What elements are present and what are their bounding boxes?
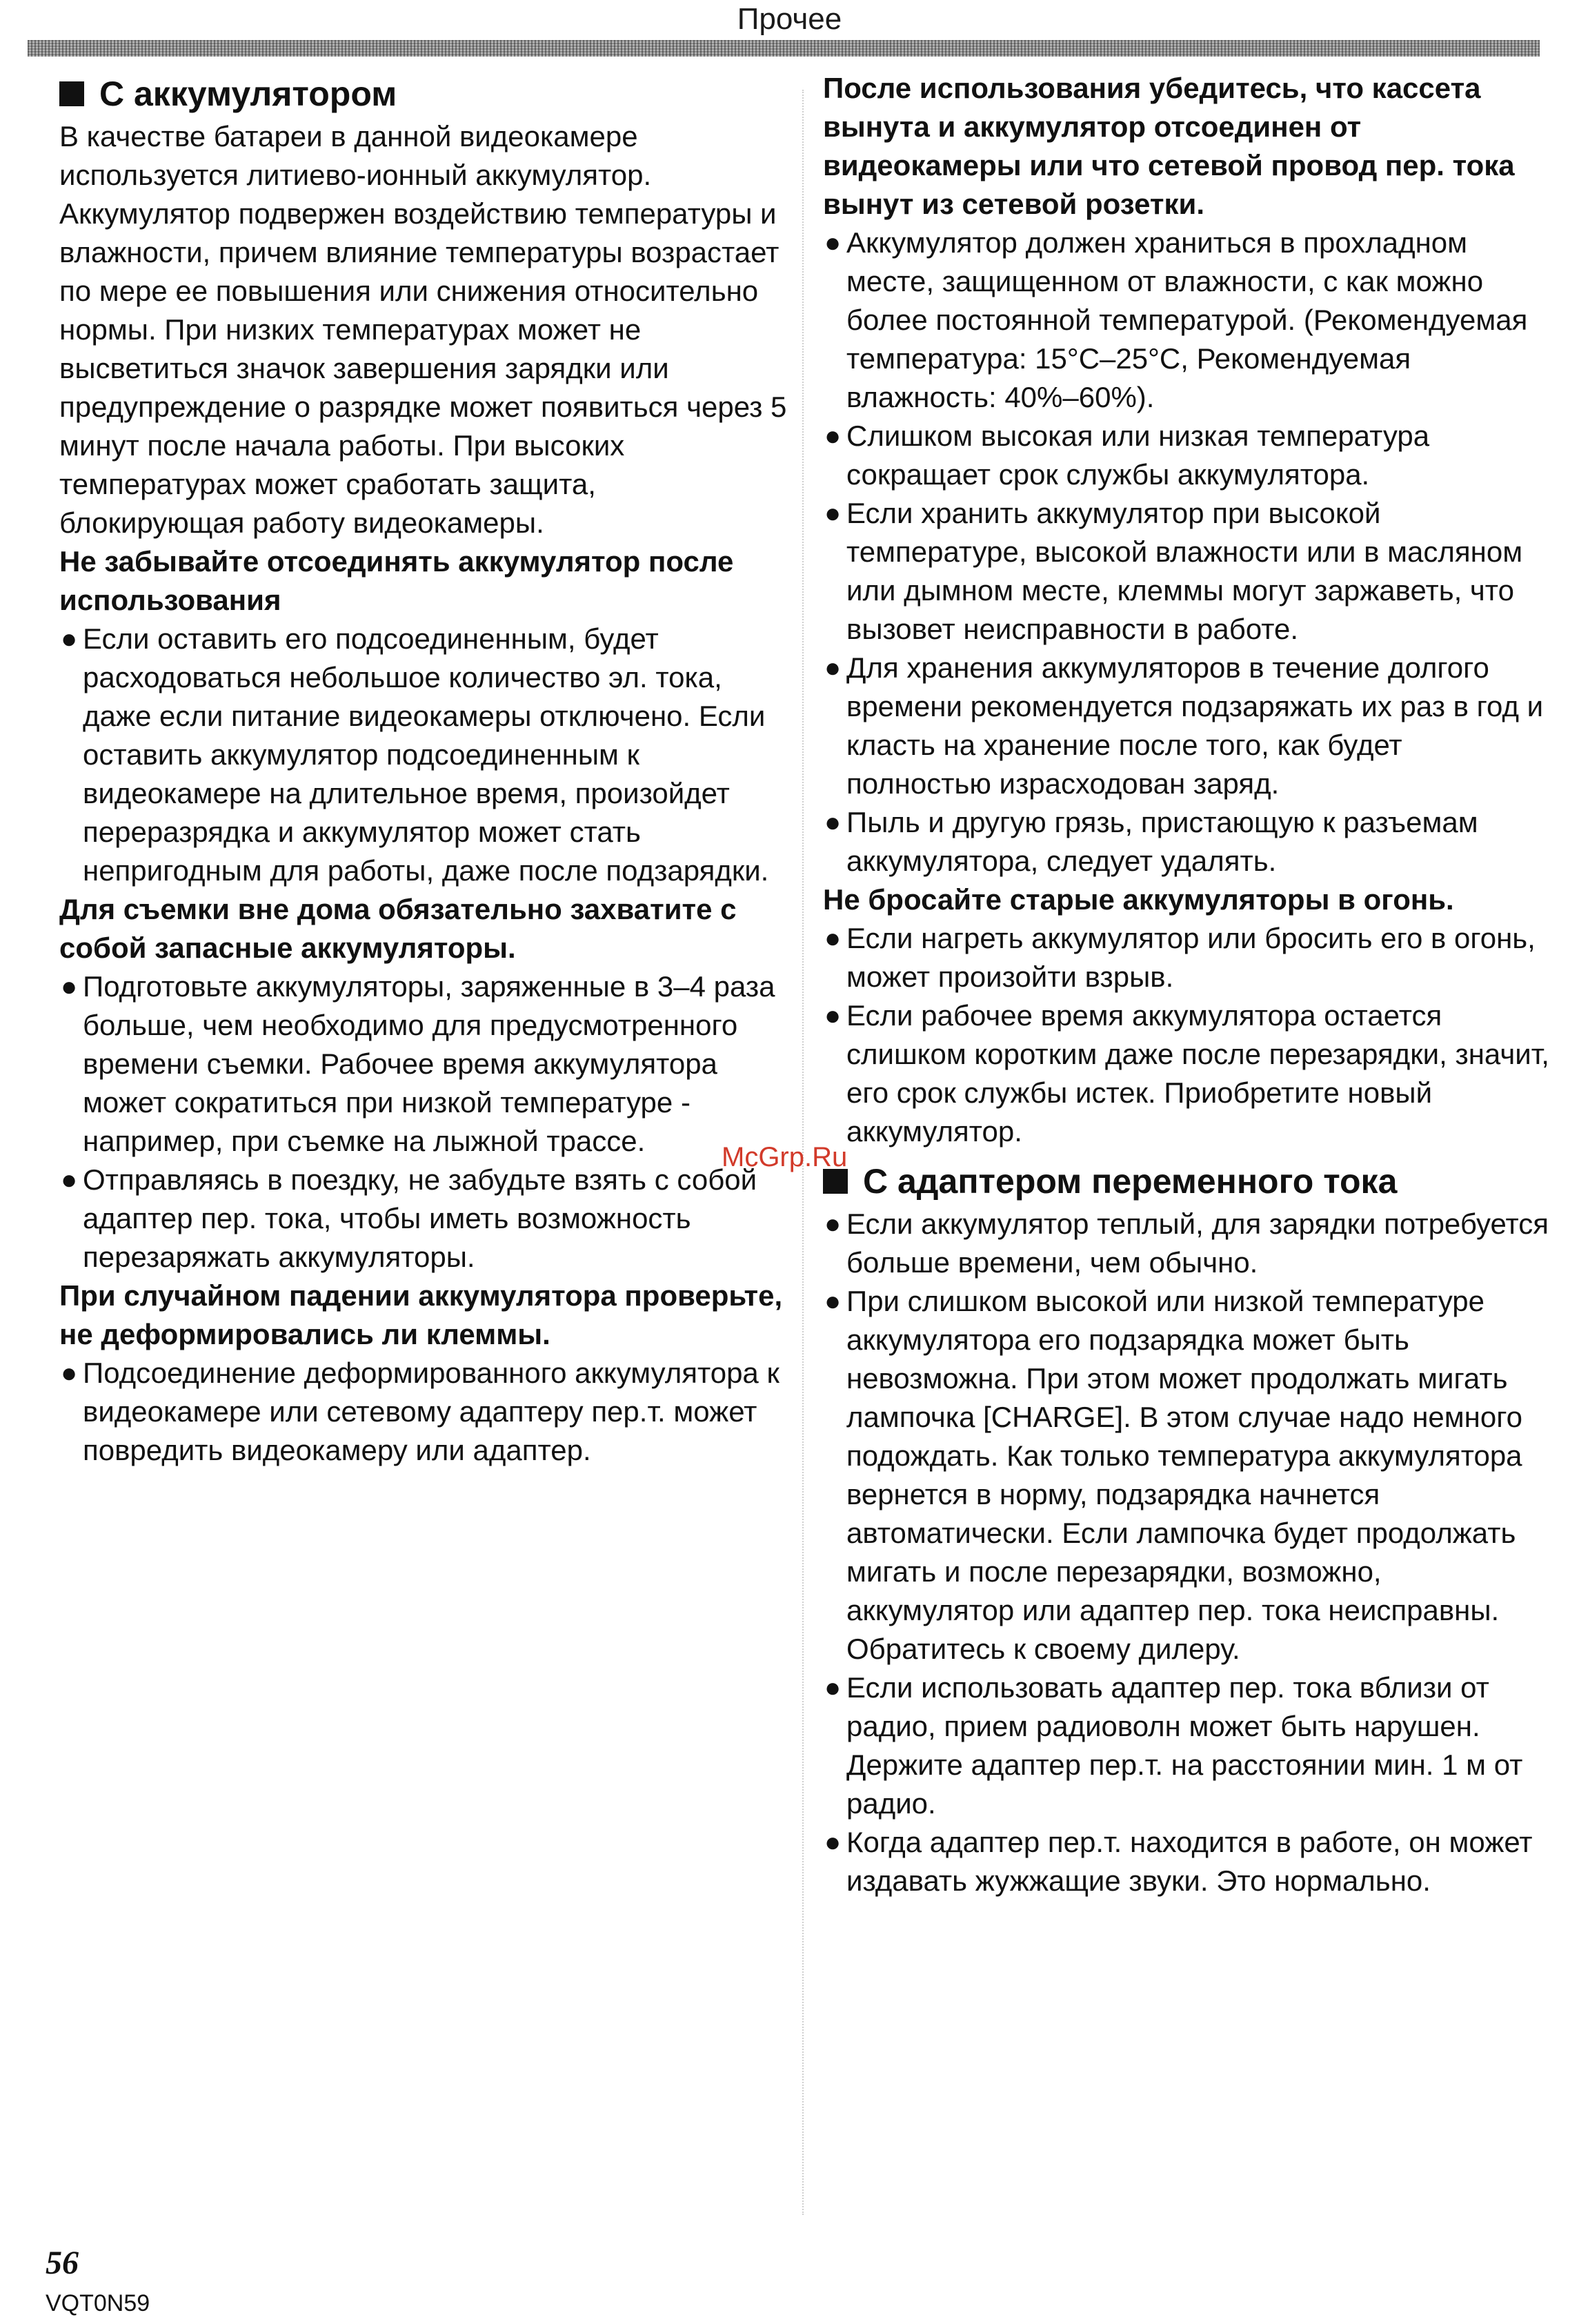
bullet-text: Если использовать адаптер пер. тока вблизи от радио, прием радиоволн может быть нарушен. Держите адаптер пер.т. на расстоянии мин. 1 м от радио. [846,1671,1523,1820]
square-bullet-icon [823,1169,848,1194]
right-column [823,69,1554,1900]
bullet-item [823,1668,1554,1823]
bullet-item [59,1161,788,1277]
bullet-dot-icon: ● [824,807,842,838]
bullet-list [823,224,1554,880]
subhead-spare-batteries: Для съемки вне дома обязательно захватите с собой запасные аккумуляторы. [59,893,737,964]
bullet-item [823,494,1554,649]
bullet-list [59,967,788,1277]
bullet-item [823,803,1554,880]
bullet-item [59,620,788,890]
bullet-text: Пыль и другую грязь, пристающую к разъемам аккумулятора, следует удалять. [846,806,1478,877]
bullet-list [823,1205,1554,1900]
page-header [0,0,1579,58]
bullet-dot-icon: ● [824,1286,842,1317]
bullet-item [823,919,1554,996]
watermark: McGrp.Ru [722,1142,848,1172]
section-heading-text: С адаптером переменного тока [863,1162,1398,1201]
bullet-text: При слишком высокой или низкой температуре аккумулятора его подзарядка может быть невозможна. При этом может продолжать мигать лампочка [CHARGE]. В этом случае надо немного подождать. Как только температура аккумулятора вернется в норму, подзарядка начнется автоматически. Если лампочка будет продолжать мигать и после перезарядки, возможно, аккумулятор или адаптер пер. тока неисправны. Обратитесь к своему дилеру. [846,1285,1522,1665]
bullet-text: Если хранить аккумулятор при высокой температуре, высокой влажности или в масляном или дымном месте, клеммы могут заржаветь, что вызовет неисправности в работе. [846,497,1523,645]
section-heading-ac-adapter [823,1161,1554,1202]
subhead-dropped-battery: При случайном падении аккумулятора проверьте, не деформировались ли клеммы. [59,1279,783,1350]
bullet-item [823,1282,1554,1668]
bullet-item [59,1354,788,1470]
bullet-dot-icon: ● [61,972,78,1002]
bullet-dot-icon: ● [824,498,842,529]
bullet-item [823,224,1554,417]
bullet-dot-icon: ● [824,1209,842,1239]
bullet-text: Если нагреть аккумулятор или бросить его в огонь, может произойти взрыв. [846,922,1536,993]
bullet-list [59,1354,788,1470]
intro-paragraph: В качестве батареи в данной видеокамере используется литиево-ионный аккумулятор. Аккумулятор подвержен воздействию температуры и влажности, причем влияние температуры возрастает по мере ее повышения или снижения относительно нормы. При низких температурах может не высветиться значок завершения зарядки или предупреждение о разрядке может появиться через 5 минут после начала работы. При высоких температурах может сработать защита, блокирующая работу видеокамеры. [59,120,787,539]
bullet-dot-icon: ● [824,1001,842,1031]
bullet-text: Если аккумулятор теплый, для зарядки потребуется больше времени, чем обычно. [846,1208,1549,1279]
bullet-list [59,620,788,890]
bullet-text: Для хранения аккумуляторов в течение долгого времени рекомендуется подзаряжать их раз в год и класть на хранение после того, как будет полностью израсходован заряд. [846,651,1544,800]
bullet-text: Когда адаптер пер.т. находится в работе, он может издавать жужжащие звуки. Это нормально. [846,1826,1533,1897]
section-heading-text: С аккумулятором [99,75,397,113]
bullet-dot-icon: ● [61,624,78,654]
bullet-dot-icon: ● [824,1673,842,1703]
left-column [59,69,788,1470]
bullet-dot-icon: ● [824,923,842,954]
bullet-dot-icon: ● [61,1358,78,1388]
bullet-dot-icon: ● [824,1827,842,1858]
bullet-text: Подсоединение деформированного аккумулятора к видеокамере или сетевому адаптеру пер.т. может повредить видеокамеру или адаптер. [83,1357,779,1466]
bullet-item [823,649,1554,803]
bullet-item [823,417,1554,494]
bullet-text: Аккумулятор должен храниться в прохладном месте, защищенном от влажности, с как можно более постоянной температурой. (Рекомендуемая температура: 15°C–25°C, Рекомендуемая влажность: 40%–60%). [846,226,1528,413]
header-rule [28,40,1540,57]
section-heading-battery [59,73,788,115]
bullet-text: Подготовьте аккумуляторы, заряженные в 3–4 раза больше, чем необходимо для предусмотренного времени съемки. Рабочее время аккумулятора может сократиться при низкой температуре - например, при съемке на лыжной трассе. [83,970,775,1157]
bullet-dot-icon: ● [824,228,842,258]
square-bullet-icon [59,81,84,106]
document-code: VQT0N59 [46,2290,150,2316]
bullet-item [823,1823,1554,1900]
section-label: Прочее [737,2,842,36]
bullet-text: Отправляясь в поездку, не забудьте взять с собой адаптер пер. тока, чтобы иметь возможность перезаряжать аккумуляторы. [83,1163,757,1273]
bullet-item [823,996,1554,1151]
bullet-text: Если рабочее время аккумулятора остается слишком коротким даже после перезарядки, значит, его срок службы истек. Приобретите новый аккумулятор. [846,999,1549,1148]
bullet-item [823,1205,1554,1282]
subhead-no-fire: Не бросайте старые аккумуляторы в огонь. [823,883,1454,916]
bullet-dot-icon: ● [824,421,842,451]
bullet-dot-icon: ● [61,1165,78,1195]
bullet-text: Если оставить его подсоединенным, будет расходоваться небольшое количество эл. тока, даже если питание видеокамеры отключено. Если оставить аккумулятор подсоединенным к видеокамере на длительное время, произойдет переразрядка и аккумулятор может стать непригодным для работы, даже после подзарядки. [83,622,769,887]
page-number: 56 [46,2245,79,2281]
bullet-item [59,967,788,1161]
bullet-text: Слишком высокая или низкая температура сокращает срок службы аккумулятора. [846,420,1430,491]
subhead-after-use: После использования убедитесь, что кассета вынута и аккумулятор отсоединен от видеокамеры или что сетевой провод пер. тока вынут из сетевой розетки. [823,72,1515,220]
bullet-dot-icon: ● [824,653,842,683]
subhead-disconnect: Не забывайте отсоединять аккумулятор после использования [59,545,734,616]
bullet-list [823,919,1554,1151]
